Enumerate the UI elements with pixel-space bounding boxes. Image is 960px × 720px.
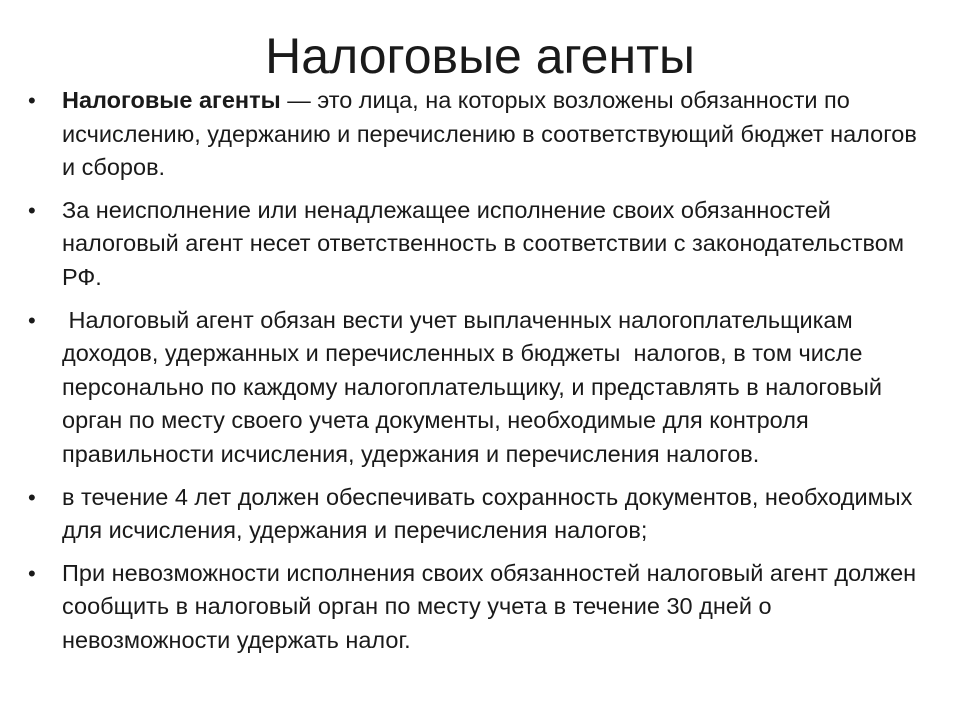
bullet-item-2 [28, 194, 928, 295]
bullet-text: — это лица, на которых возложены обязанности по исчислению, удержанию и перечислению в соответствующий бюджет налогов и сборов. [62, 87, 917, 181]
bullet-dot-icon: • [28, 484, 36, 510]
bullet-list [28, 84, 928, 667]
bullet-item-5 [28, 557, 928, 658]
bullet-dot-icon: • [28, 197, 36, 223]
bullet-item-4 [28, 481, 928, 548]
bullet-bold-lead: Налоговые агенты [62, 87, 281, 113]
bullet-text: в течение 4 лет должен обеспечивать сохранность документов, необходимых для исчисления, удержания и перечисления налогов; [62, 483, 913, 544]
bullet-item-3 [28, 304, 928, 472]
bullet-item-1 [28, 84, 928, 185]
bullet-dot-icon: • [28, 88, 36, 113]
bullet-text: Налоговый агент обязан вести учет выплаченных налогоплательщикам доходов, удержанных и перечисленных в бюджеты налогов, в том числе персонально по каждому налогоплательщику, и представлять в налоговый орган по месту своего учета документы, необходимые для контроля правильности исчисления, удержания и перечисления налогов. [62, 306, 889, 467]
bullet-dot-icon: • [28, 560, 36, 586]
bullet-text: При невозможности исполнения своих обязанностей налоговый агент должен сообщить в налоговый орган по месту учета в течение 30 дней о невозможности удержать налог. [62, 559, 917, 653]
bullet-dot-icon: • [28, 307, 36, 333]
slide-title: Налоговые агенты [265, 28, 695, 84]
bullet-text: За неисполнение или ненадлежащее исполнение своих обязанностей налоговый агент несет ответственность в соответствии с законодательством РФ. [62, 196, 904, 290]
